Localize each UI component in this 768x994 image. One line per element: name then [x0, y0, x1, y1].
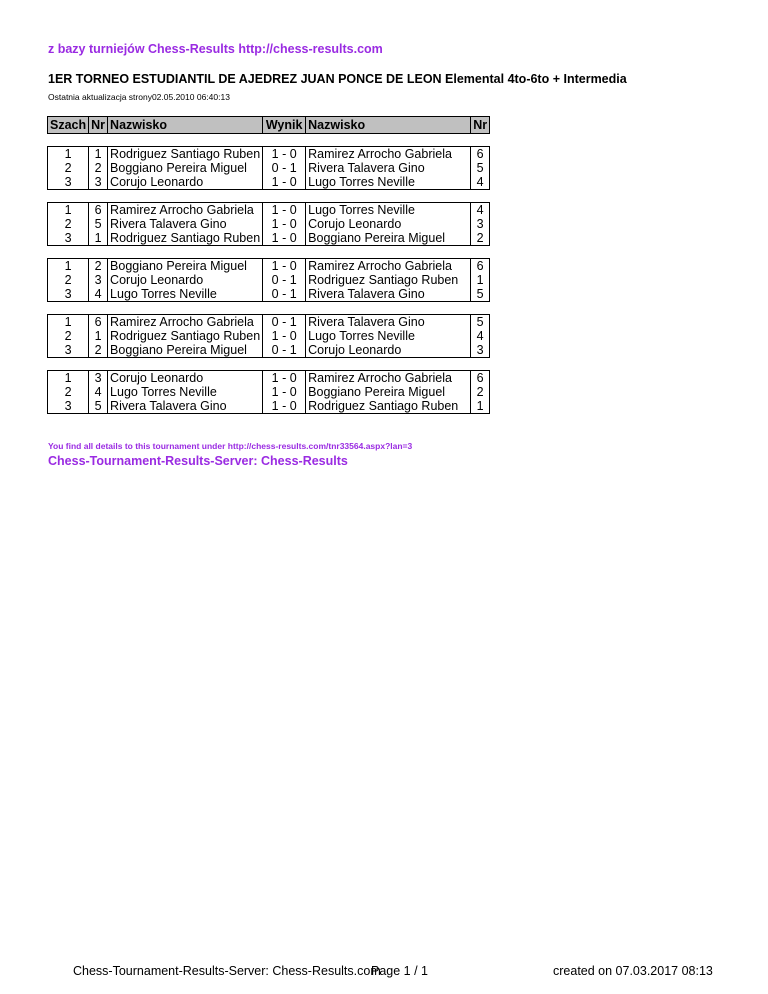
table-row — [48, 371, 490, 414]
round-3-nr-black-cell — [471, 259, 490, 302]
round-5-result-cell — [263, 371, 306, 414]
round-5-player-white-cell — [108, 371, 263, 414]
player-white: Corujo Leonardo — [110, 175, 204, 189]
round-2-nr-white-cell — [89, 203, 108, 246]
player-black: Rodriguez Santiago Ruben — [308, 399, 459, 413]
board-number: 1 — [64, 371, 72, 385]
board-number: 3 — [64, 231, 72, 245]
nr-white: 2 — [94, 343, 102, 357]
round-spacer — [48, 190, 490, 203]
nr-white: 2 — [94, 161, 102, 175]
round-1-nr-white-cell — [89, 147, 108, 190]
round-5-nr-black-cell — [471, 371, 490, 414]
player-black: Lugo Torres Neville — [308, 329, 415, 343]
player-white: Corujo Leonardo — [110, 273, 204, 287]
nr-white: 2 — [94, 259, 102, 273]
round-5-player-black-cell — [306, 371, 471, 414]
result: 1 - 0 — [271, 175, 297, 189]
nr-white: 1 — [94, 231, 102, 245]
player-white: Rodriguez Santiago Ruben — [110, 231, 261, 245]
col-header-nr-white: Nr — [89, 117, 108, 134]
player-black: Rivera Talavera Gino — [308, 315, 425, 329]
board-number: 3 — [64, 175, 72, 189]
nr-white: 6 — [94, 315, 102, 329]
last-updated: Ostatnia aktualizacja strony02.05.2010 06:40:13 — [48, 92, 230, 102]
player-black: Rivera Talavera Gino — [308, 161, 425, 175]
player-white: Boggiano Pereira Miguel — [110, 343, 247, 357]
nr-black: 6 — [476, 259, 484, 273]
nr-white: 5 — [94, 399, 102, 413]
board-number: 1 — [64, 315, 72, 329]
round-2-board-number-cell — [48, 203, 89, 246]
nr-white: 6 — [94, 203, 102, 217]
round-2-player-black-cell — [306, 203, 471, 246]
round-2-nr-black-cell — [471, 203, 490, 246]
player-white: Rodriguez Santiago Ruben — [110, 329, 261, 343]
board-number: 2 — [64, 217, 72, 231]
site-link[interactable]: z bazy turniejów Chess-Results http://chess-results.com — [48, 42, 383, 56]
result: 1 - 0 — [271, 203, 297, 217]
round-3-player-black-cell — [306, 259, 471, 302]
nr-white: 4 — [94, 385, 102, 399]
round-4-player-white-cell — [108, 315, 263, 358]
nr-white: 4 — [94, 287, 102, 301]
board-number: 3 — [64, 399, 72, 413]
result: 0 - 1 — [271, 161, 297, 175]
round-1-board-number-cell — [48, 147, 89, 190]
round-1-result-cell — [263, 147, 306, 190]
table-row — [48, 147, 490, 190]
nr-black: 4 — [476, 203, 484, 217]
col-header-name-white: Nazwisko — [108, 117, 263, 134]
result: 1 - 0 — [271, 231, 297, 245]
nr-white: 3 — [94, 371, 102, 385]
nr-black: 1 — [476, 273, 484, 287]
player-white: Boggiano Pereira Miguel — [110, 161, 247, 175]
result: 0 - 1 — [271, 273, 297, 287]
result: 1 - 0 — [271, 329, 297, 343]
table-row — [48, 259, 490, 302]
result: 1 - 0 — [271, 385, 297, 399]
player-black: Lugo Torres Neville — [308, 175, 415, 189]
result: 0 - 1 — [271, 315, 297, 329]
board-number: 1 — [64, 203, 72, 217]
created-date: created on 07.03.2017 08:13 — [553, 964, 713, 978]
col-header-result: Wynik — [263, 117, 306, 134]
nr-black: 3 — [476, 217, 484, 231]
player-black: Boggiano Pereira Miguel — [308, 231, 446, 245]
round-spacer — [48, 302, 490, 315]
round-2-player-white-cell — [108, 203, 263, 246]
player-white: Boggiano Pereira Miguel — [110, 259, 247, 273]
player-white: Rivera Talavera Gino — [110, 399, 227, 413]
player-black: Ramirez Arrocho Gabriela — [308, 371, 452, 385]
nr-black: 4 — [476, 175, 484, 189]
col-header-board: Szach — [48, 117, 89, 134]
board-number: 1 — [64, 147, 72, 161]
nr-black: 4 — [476, 329, 484, 343]
player-white: Ramirez Arrocho Gabriela — [110, 315, 254, 329]
player-black: Rodriguez Santiago Ruben — [308, 273, 459, 287]
nr-black: 3 — [476, 343, 484, 357]
nr-black: 2 — [476, 231, 484, 245]
col-header-name-black: Nazwisko — [306, 117, 471, 134]
round-1-nr-black-cell — [471, 147, 490, 190]
round-3-player-white-cell — [108, 259, 263, 302]
result: 0 - 1 — [271, 343, 297, 357]
round-1-player-black-cell — [306, 147, 471, 190]
player-black: Rivera Talavera Gino — [308, 287, 425, 301]
result: 1 - 0 — [271, 147, 297, 161]
tournament-details-note[interactable]: You find all details to this tournament under http://chess-results.com/tnr33564.aspx?lan=3 — [48, 441, 413, 451]
nr-black: 6 — [476, 371, 484, 385]
nr-white: 3 — [94, 273, 102, 287]
round-spacer — [48, 246, 490, 259]
result: 0 - 1 — [271, 287, 297, 301]
player-white: Ramirez Arrocho Gabriela — [110, 203, 254, 217]
round-4-nr-black-cell — [471, 315, 490, 358]
round-1-player-white-cell — [108, 147, 263, 190]
pairings-table — [47, 116, 490, 414]
player-white: Rivera Talavera Gino — [110, 217, 227, 231]
player-white: Lugo Torres Neville — [110, 287, 217, 301]
round-3-board-number-cell — [48, 259, 89, 302]
round-spacer — [48, 358, 490, 371]
page-number: Page 1 / 1 — [371, 964, 428, 978]
nr-white: 3 — [94, 175, 102, 189]
round-4-nr-white-cell — [89, 315, 108, 358]
round-3-nr-white-cell — [89, 259, 108, 302]
nr-white: 1 — [94, 329, 102, 343]
table-row — [48, 315, 490, 358]
nr-black: 5 — [476, 161, 484, 175]
table-header-row — [48, 117, 490, 134]
server-link[interactable]: Chess-Tournament-Results-Server: Chess-Results — [48, 454, 348, 468]
player-white: Corujo Leonardo — [110, 371, 204, 385]
nr-black: 2 — [476, 385, 484, 399]
board-number: 3 — [64, 343, 72, 357]
round-spacer — [48, 134, 490, 147]
board-number: 3 — [64, 287, 72, 301]
round-2-result-cell — [263, 203, 306, 246]
col-header-nr-black: Nr — [471, 117, 490, 134]
round-4-board-number-cell — [48, 315, 89, 358]
document-title: 1ER TORNEO ESTUDIANTIL DE AJEDREZ JUAN PONCE DE LEON Elemental 4to-6to + Intermedia — [48, 72, 627, 86]
result: 1 - 0 — [271, 399, 297, 413]
player-black: Ramirez Arrocho Gabriela — [308, 147, 452, 161]
table-row — [48, 203, 490, 246]
round-5-nr-white-cell — [89, 371, 108, 414]
result: 1 - 0 — [271, 259, 297, 273]
round-3-result-cell — [263, 259, 306, 302]
nr-black: 5 — [476, 315, 484, 329]
board-number: 2 — [64, 161, 72, 175]
nr-black: 6 — [476, 147, 484, 161]
player-black: Corujo Leonardo — [308, 343, 402, 357]
page-footer-server: Chess-Tournament-Results-Server: Chess-Results.com — [73, 964, 381, 978]
result: 1 - 0 — [271, 217, 297, 231]
board-number: 2 — [64, 329, 72, 343]
nr-white: 1 — [94, 147, 102, 161]
board-number: 2 — [64, 273, 72, 287]
nr-white: 5 — [94, 217, 102, 231]
player-white: Lugo Torres Neville — [110, 385, 217, 399]
board-number: 2 — [64, 385, 72, 399]
player-black: Boggiano Pereira Miguel — [308, 385, 446, 399]
nr-black: 1 — [476, 399, 484, 413]
player-black: Lugo Torres Neville — [308, 203, 415, 217]
nr-black: 5 — [476, 287, 484, 301]
round-5-board-number-cell — [48, 371, 89, 414]
board-number: 1 — [64, 259, 72, 273]
player-black: Ramirez Arrocho Gabriela — [308, 259, 452, 273]
result: 1 - 0 — [271, 371, 297, 385]
player-black: Corujo Leonardo — [308, 217, 402, 231]
round-4-player-black-cell — [306, 315, 471, 358]
player-white: Rodriguez Santiago Ruben — [110, 147, 261, 161]
round-4-result-cell — [263, 315, 306, 358]
